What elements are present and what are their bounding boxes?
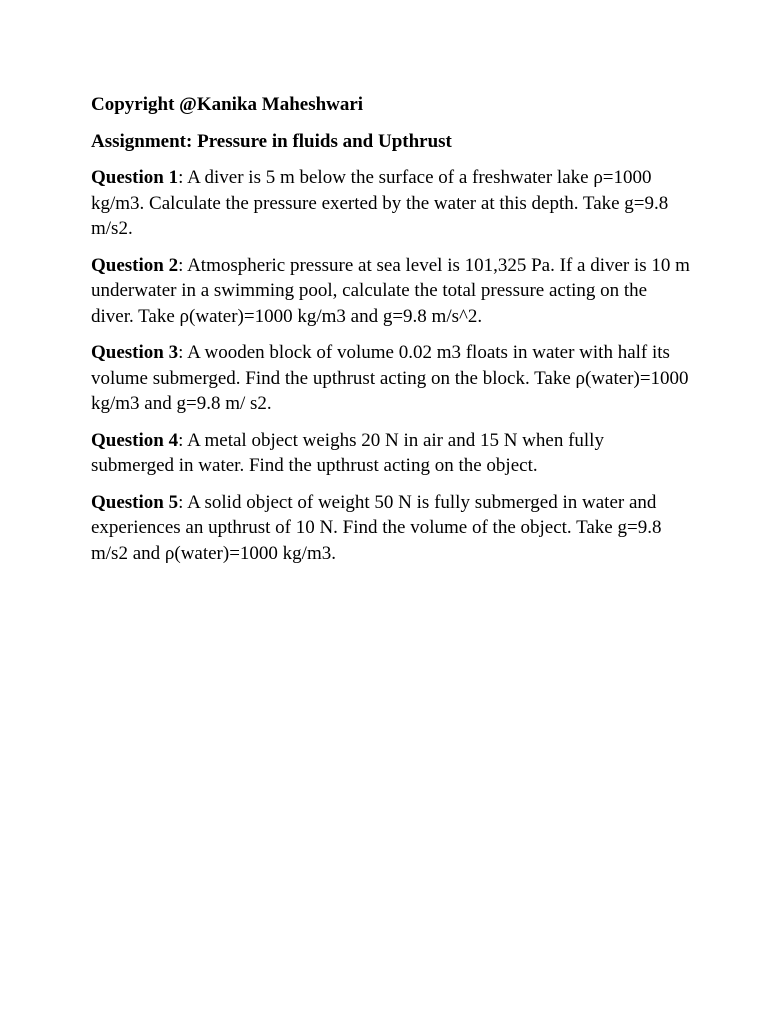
question-4 xyxy=(91,428,691,479)
question-5-text: : A solid object of weight 50 N is fully submerged in water and experiences an upthrust of 10 N. Find the volume of the object. Take g=9.8 m/s2 and ρ(water)=1000 kg/m3. xyxy=(91,491,662,564)
question-2-text: : Atmospheric pressure at sea level is 101,325 Pa. If a diver is 10 m underwater in a swimming pool, calculate the total pressure acting on the diver. Take ρ(water)=1000 kg/m3 and g=9.8 m/s^2. xyxy=(91,254,690,327)
assignment-title xyxy=(91,129,691,155)
question-3-text: : A wooden block of volume 0.02 m3 floats in water with half its volume submerged. Find the upthrust acting on the block. Take ρ(water)=1000 kg/m3 and g=9.8 m/ s2. xyxy=(91,342,689,414)
document-page xyxy=(91,92,691,577)
question-3-label: Question 3 xyxy=(91,342,179,363)
question-5 xyxy=(91,490,691,567)
copyright-text: Copyright @Kanika Maheshwari xyxy=(91,94,364,115)
assignment-title-text: Assignment: Pressure in fluids and Upthrust xyxy=(91,130,452,152)
question-2-label: Question 2 xyxy=(91,254,179,276)
question-1-label: Question 1 xyxy=(91,167,179,188)
question-4-label: Question 4 xyxy=(91,429,179,451)
question-5-label: Question 5 xyxy=(91,491,179,513)
question-1 xyxy=(91,165,691,242)
copyright-line xyxy=(91,92,691,118)
question-4-text: : A metal object weighs 20 N in air and 15 N when fully submerged in water. Find the upthrust acting on the object. xyxy=(91,429,604,476)
question-3 xyxy=(91,340,691,417)
question-1-text: : A diver is 5 m below the surface of a freshwater lake ρ=1000 kg/m3. Calculate the pressure exerted by the water at this depth. Take g=9.8 m/s2. xyxy=(91,167,669,239)
question-2 xyxy=(91,253,691,330)
